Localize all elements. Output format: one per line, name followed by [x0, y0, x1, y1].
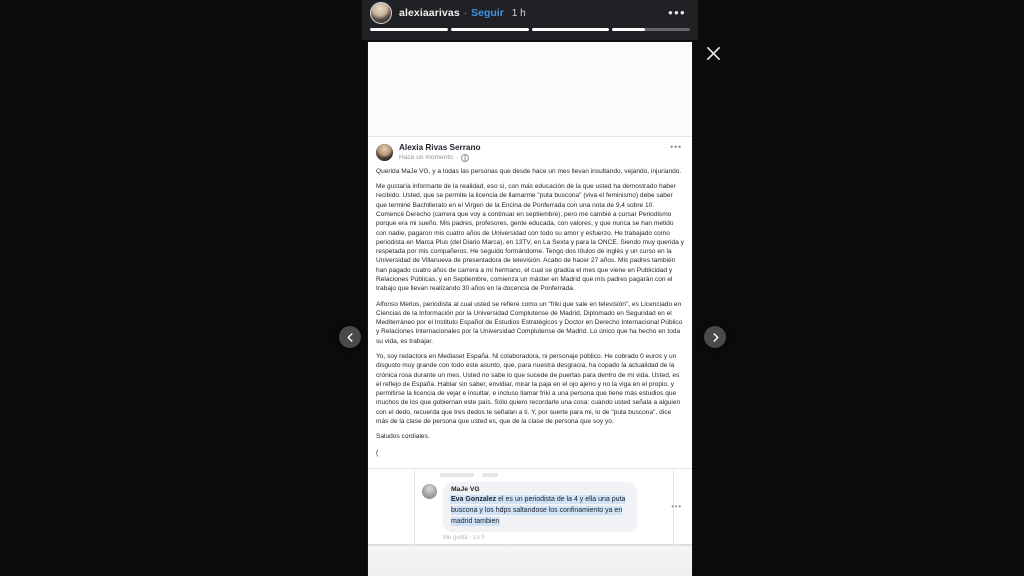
story-header [362, 0, 698, 40]
avatar[interactable] [370, 2, 392, 24]
comment-like-label[interactable]: Me gusta [443, 535, 468, 542]
follow-button[interactable]: Seguir [471, 7, 504, 19]
screenshot-blank-top [368, 42, 692, 137]
progress-segment[interactable] [612, 28, 690, 31]
screenshot-blank-bottom [368, 545, 692, 576]
post-trailing-character: ( [376, 449, 379, 457]
next-story-button[interactable] [704, 326, 726, 348]
separator-dot: · [463, 7, 468, 19]
embedded-ghost-actions [440, 473, 692, 478]
embedded-comment-screenshot [368, 468, 692, 545]
comment-row [368, 482, 692, 532]
post-author-name: Alexia Rivas Serrano [399, 143, 481, 152]
post-body [376, 167, 684, 459]
comment-options-button[interactable]: ••• [671, 502, 682, 512]
chevron-right-icon [710, 332, 721, 343]
story-content-card[interactable] [368, 42, 692, 576]
post-options-button[interactable]: ••• [670, 142, 682, 152]
facebook-post [368, 137, 692, 462]
close-icon [705, 45, 722, 62]
progress-segment[interactable] [370, 28, 448, 31]
story-progress-bars [370, 28, 690, 31]
post-paragraph-4: Yo, soy redactora en Mediaset España. Ni colaboradora, ni personaje público. He cobrado 0 euros y un disgusto muy grande con todo este asunto, que, para nuestra desgracia, ha copado la actualidad de la crónica rosa durante un mes. Usted no sabe lo que sucede de puertas para dentro de mi vida. Usted, es el reflejo de España. Hablar sin saber, envidiar, mirar la paja en el ojo ajeno y no la viga en el propio, y permitirse la licencia de vejar e insultar, e incluso llamar friki a una persona que tiene más estudios que muchos de los que gobiernan este país. Sólo quiero recordarle una cosa: cuando usted señala a alguien con el dedo, recuerda que tres dedos te señalan a ti. Y, por suerte para mi, lo de "puta buscona", dice más de la clase de persona que usted es, que de la clase de persona que soy yo. [376, 352, 681, 425]
story-header-row [362, 2, 698, 24]
story-options-button[interactable]: ••• [668, 5, 686, 20]
comment-text-rest: el es un periodista de la 4 y ella una puta buscona y los hdps saltandose los confinamiento ya en madrid tambien [451, 495, 626, 525]
embed-divider [368, 544, 692, 545]
story-card-inner [368, 42, 692, 576]
comment-author-avatar [422, 484, 437, 499]
previous-story-button[interactable] [339, 326, 361, 348]
progress-segment[interactable] [532, 28, 610, 31]
globe-icon [461, 154, 469, 162]
story-timestamp: 1 h [511, 7, 526, 19]
story-username[interactable]: alexiaarivas [399, 7, 460, 19]
chevron-left-icon [345, 332, 356, 343]
comment-bubble [443, 482, 637, 532]
progress-segment[interactable] [451, 28, 529, 31]
post-paragraph-2: Me gustaría informarte de la realidad, eso sí, con más educación de la que usted ha demostrado haber recibido. Usted, que se permite la licencia de llamarme "puta buscona" (viva el feminismo) debe saber que terminé Bachillerato en el Virgen de la Encina de Ponferrada con una nota de 9,4 sobre 10. Comencé Derecho (carrera que voy a continuar en septiembre), pero me cambié a cursar Periodismo porque era mi sueño. Mis padres, profesores, gente educada, con valores, y que nunca se han metido con nadie, pagaron mis cuatro años de Universidad con todo su amor y esfuerzo. He trabajado como periodista en Marca Plus (del Diario Marca), en 13TV, en La Sexta y para la ONCE. Siendo muy querida y respetada por mis compañeros. He seguido formándome. Tengo dos títulos de inglés y un curso en la Universidad de Villanueva de presentadora de televisión. Acabo de hacer 27 años. Mis padres también han pagado cuatro años de carrera a mi hermano, el cual se gradúa el mes que viene en Publicidad y Relaciones Públicas, y en Septiembre, comienza un máster en Madrid que mis padres pagarán con el trabajo que llevan realizando 30 años en la docencia de Ponferrada. [376, 183, 684, 293]
comment-actions [443, 535, 692, 541]
close-button[interactable] [703, 43, 723, 63]
comment-text [451, 495, 629, 528]
post-header [376, 143, 684, 162]
post-meta: Hace un momento · [399, 154, 480, 162]
post-paragraph-3: Alfonso Merlos, periodista al cual usted se refiere como un "friki que sale en televisión", es Licenciado en Ciencias de la Información por la Universidad Complutense de Madrid, Diplomado en Seguridad en el Mediterráneo por el Instituto Español de Estudios Estratégicos y Doctor en Derecho Internacional Público y Relaciones Internacionales por la Universidad Complutense de Madrid. Lo único que ha hecho en toda su vida, es trabajar. [376, 300, 683, 345]
post-paragraph-1: Querida MaJe VG, y a todas las personas que desde hace un mes llevan insultando, vejando, injuriando. [376, 167, 682, 175]
post-header-text [399, 143, 480, 162]
comment-mention: Eva Gonzalez [451, 495, 497, 503]
post-author-avatar [376, 144, 393, 161]
comment-author-name: MaJe VG [451, 486, 480, 494]
comment-actions-sep: · [469, 535, 472, 542]
post-paragraph-5: Saludos cordiales. [376, 433, 430, 441]
post-timestamp: Hace un momento [399, 154, 453, 162]
comment-time: 13 h [473, 535, 485, 542]
